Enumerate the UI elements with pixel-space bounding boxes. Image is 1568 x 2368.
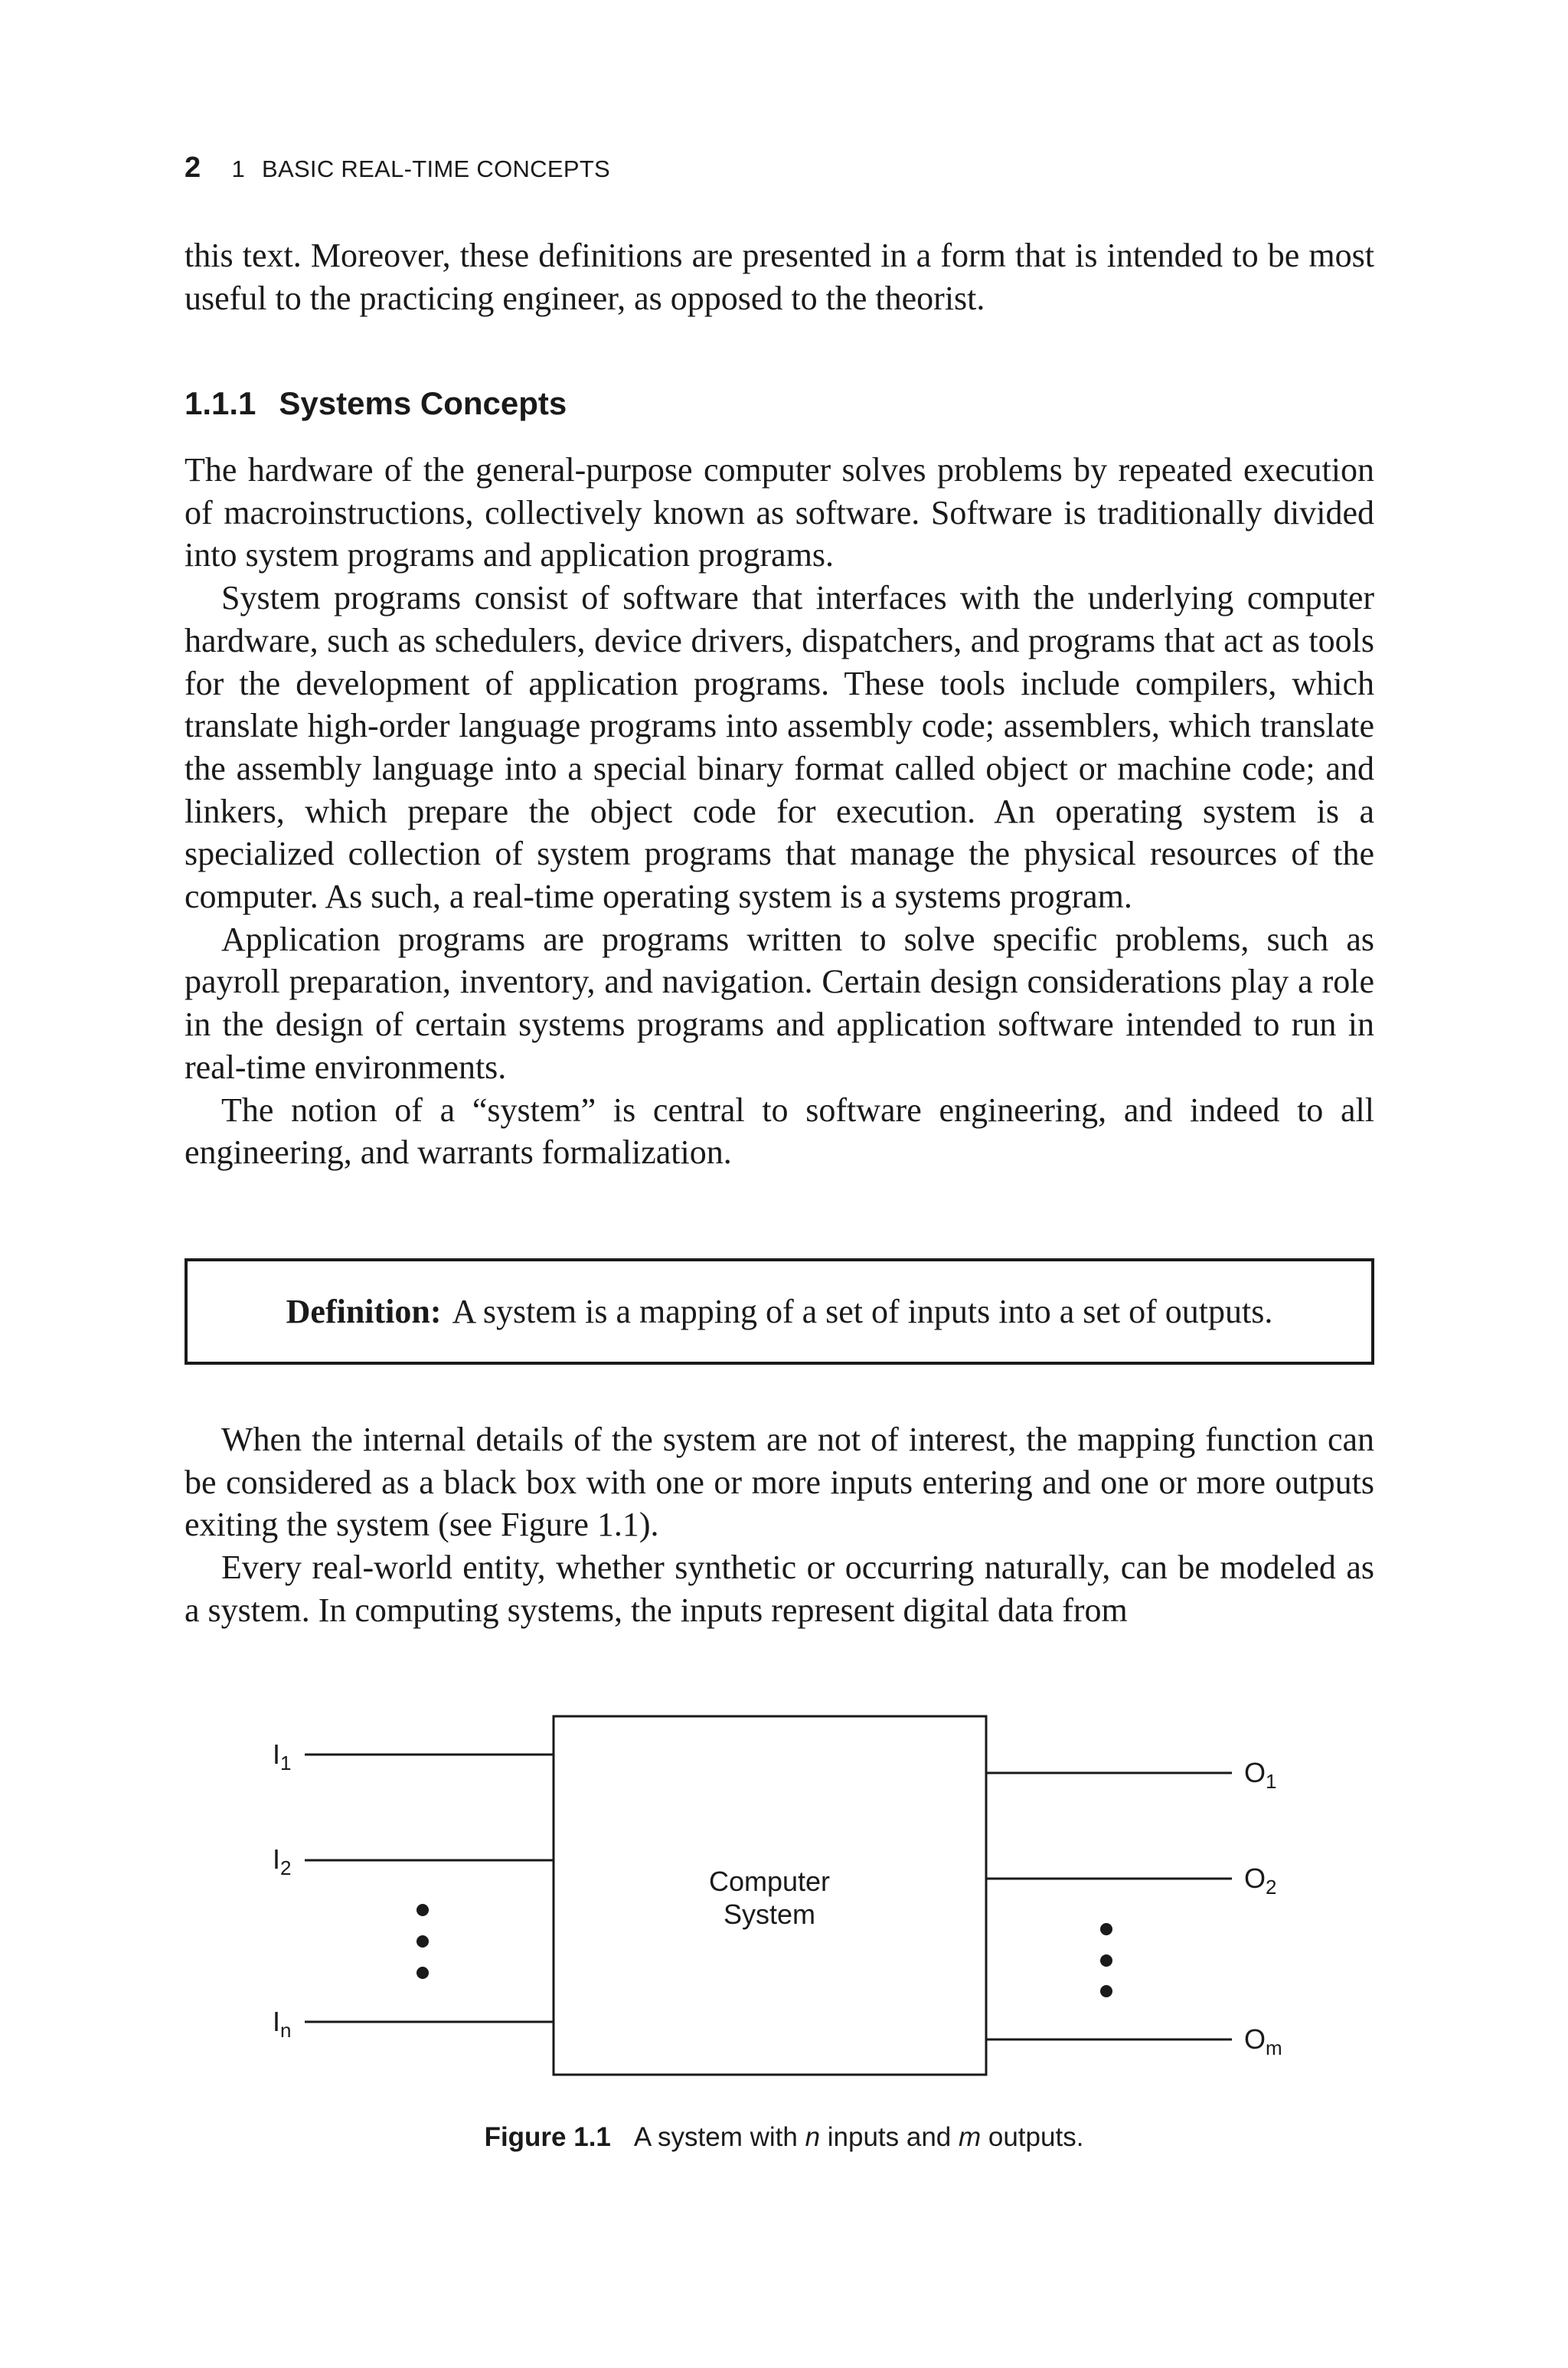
paragraph: Application programs are programs written to solve specific problems, such as payroll preparation, inventory, and navigation. Certain design considerations play a role in the design of certain systems programs and application software intended to run in real-time environments.: [185, 920, 1374, 1086]
paragraph: The notion of a “system” is central to software engineering, and indeed to all engineering, and warrants formalization.: [185, 1091, 1374, 1172]
definition-text: A system is a mapping of a set of inputs into a set of outputs.: [452, 1293, 1273, 1330]
output-label-m: $O_m$: [1244, 2023, 1282, 2059]
caption-var-m: m: [959, 2122, 982, 2152]
page-number: 2: [185, 152, 201, 184]
computer-system-box: [554, 1716, 986, 2075]
box-label-line2: System: [723, 1899, 816, 1930]
paragraph: System programs consist of software that interfaces with the underlying computer hardware, such as schedulers, device drivers, dispatchers, and programs that act as tools for the development of application programs. These tools include compilers, which translate high-order language programs into assembly code; assemblers, which translate the assembly language into a special binary format called object or machine code; and linkers, which prepare the object code for execution. An operating system is a specialized collection of system programs that manage the physical resources of the computer. As such, a real-time operating system is a systems program.: [185, 579, 1374, 916]
figure-caption: [0, 2122, 1568, 2153]
caption-text: outputs.: [981, 2122, 1084, 2152]
paragraph: Every real-world entity, whether synthetic or occurring naturally, can be modeled as a system. In computing systems, the inputs represent digital data from: [185, 1549, 1374, 1629]
output-ellipsis-dot: [1100, 1923, 1112, 1935]
chapter-number: 1: [231, 155, 245, 182]
text-block-main: [185, 449, 1374, 1174]
chapter-title: BASIC REAL-TIME CONCEPTS: [261, 155, 611, 182]
text-block-after: [185, 1418, 1374, 1632]
input-label-2: $I_2$: [273, 1843, 292, 1879]
definition-label: Definition:: [286, 1293, 442, 1330]
input-ellipsis-dot: [416, 1904, 429, 1916]
output-label-1: $O_1$: [1244, 1757, 1277, 1793]
caption-text: A system with: [633, 2122, 805, 2152]
paragraph: When the internal details of the system are not of interest, the mapping function can be considered as a black box with one or more inputs entering and one or more outputs exiting the system (see Figure 1.1).: [185, 1421, 1374, 1544]
output-label-2: $O_2$: [1244, 1863, 1277, 1899]
caption-label: Figure 1.1: [484, 2122, 611, 2152]
section-title: Systems Concepts: [279, 385, 567, 421]
paragraph: this text. Moreover, these definitions are presented in a form that is intended to be most useful to the practicing engineer, as opposed to the theorist.: [185, 237, 1374, 317]
output-ellipsis-dot: [1100, 1954, 1112, 1967]
section-number: 1.1.1: [185, 385, 256, 421]
paragraph: The hardware of the general-purpose computer solves problems by repeated execution of macroinstructions, collectively known as software. Software is traditionally divided into system programs and application programs.: [185, 451, 1374, 574]
section-heading: [185, 385, 567, 422]
caption-var-n: n: [805, 2122, 821, 2152]
text-block-top: [185, 234, 1374, 319]
input-label-1: $I_1$: [273, 1738, 292, 1774]
definition-box: [185, 1258, 1374, 1365]
input-ellipsis-dot: [416, 1935, 429, 1948]
output-ellipsis-dot: [1100, 1985, 1112, 1997]
running-head: [185, 152, 610, 185]
box-label-line1: Computer: [708, 1866, 831, 1897]
input-label-n: $I_n$: [273, 2006, 292, 2042]
caption-text: inputs and: [820, 2122, 959, 2152]
input-ellipsis-dot: [416, 1967, 429, 1979]
